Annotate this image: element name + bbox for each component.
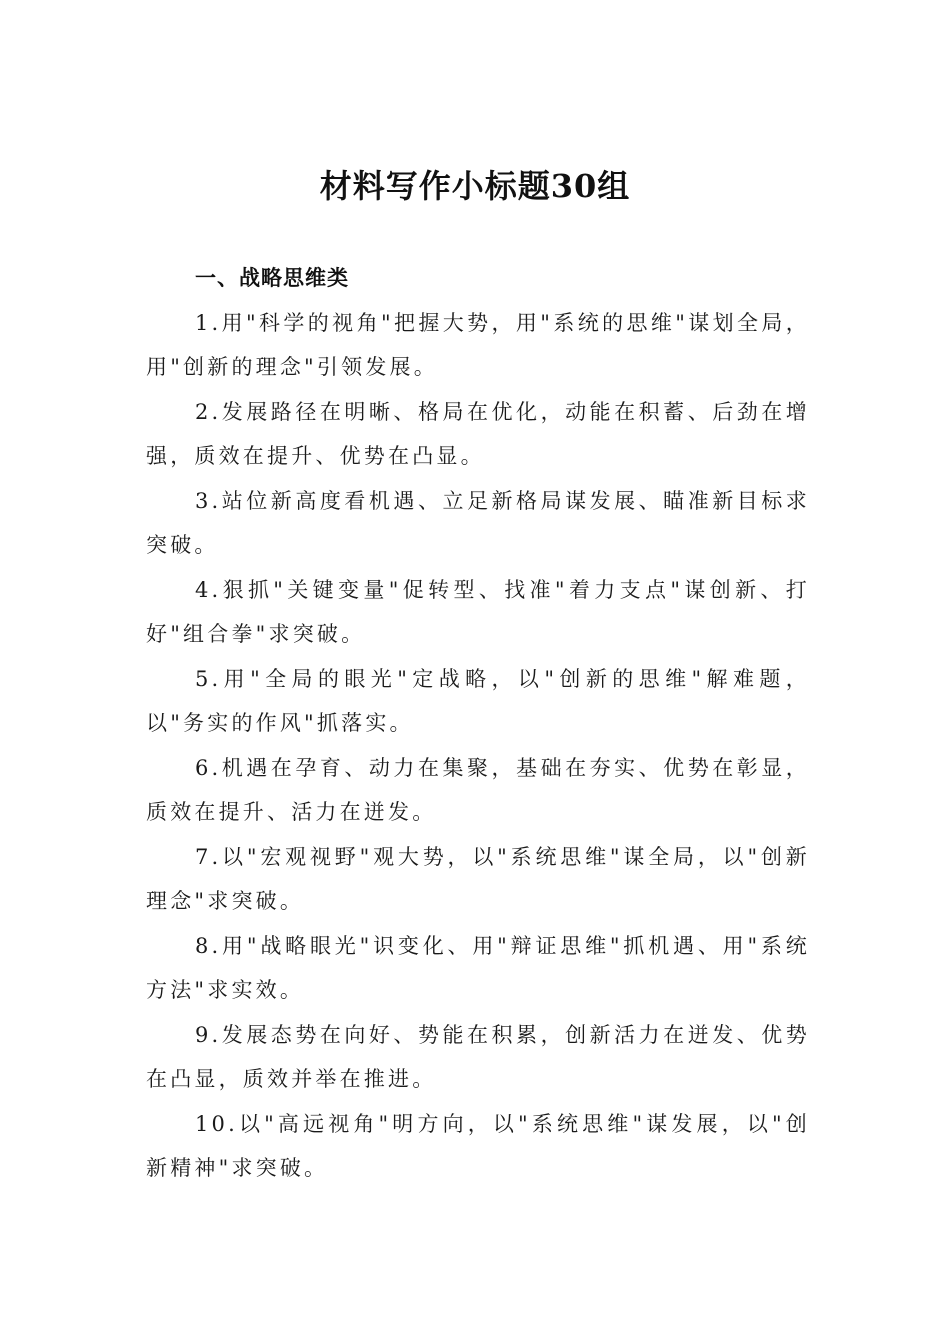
list-item: 1.用"科学的视角"把握大势，用"系统的思维"谋划全局，用"创新的理念"引领发展。 bbox=[146, 310, 810, 379]
list-item: 5.用"全局的眼光"定战略，以"创新的思维"解难题，以"务实的作风"抓落实。 bbox=[146, 666, 810, 735]
document-body bbox=[146, 256, 810, 1191]
list-item: 7.以"宏观视野"观大势，以"系统思维"谋全局，以"创新理念"求突破。 bbox=[146, 844, 810, 913]
list-item: 4.狠抓"关键变量"促转型、找准"着力支点"谋创新、打好"组合拳"求突破。 bbox=[146, 577, 810, 646]
section-heading: 一、战略思维类 bbox=[195, 266, 349, 290]
list-item: 9.发展态势在向好、势能在积累，创新活力在迸发、优势在凸显，质效并举在推进。 bbox=[146, 1022, 810, 1091]
list-item: 3.站位新高度看机遇、立足新格局谋发展、瞄准新目标求突破。 bbox=[146, 488, 810, 557]
document-title: 材料写作小标题30组 bbox=[319, 167, 631, 205]
list-item: 8.用"战略眼光"识变化、用"辩证思维"抓机遇、用"系统方法"求实效。 bbox=[146, 933, 810, 1002]
list-item: 2.发展路径在明晰、格局在优化，动能在积蓄、后劲在增强，质效在提升、优势在凸显。 bbox=[146, 399, 810, 468]
list-item: 6.机遇在孕育、动力在集聚，基础在夯实、优势在彰显，质效在提升、活力在迸发。 bbox=[146, 755, 810, 824]
list-item: 10.以"高远视角"明方向，以"系统思维"谋发展，以"创新精神"求突破。 bbox=[146, 1111, 810, 1180]
